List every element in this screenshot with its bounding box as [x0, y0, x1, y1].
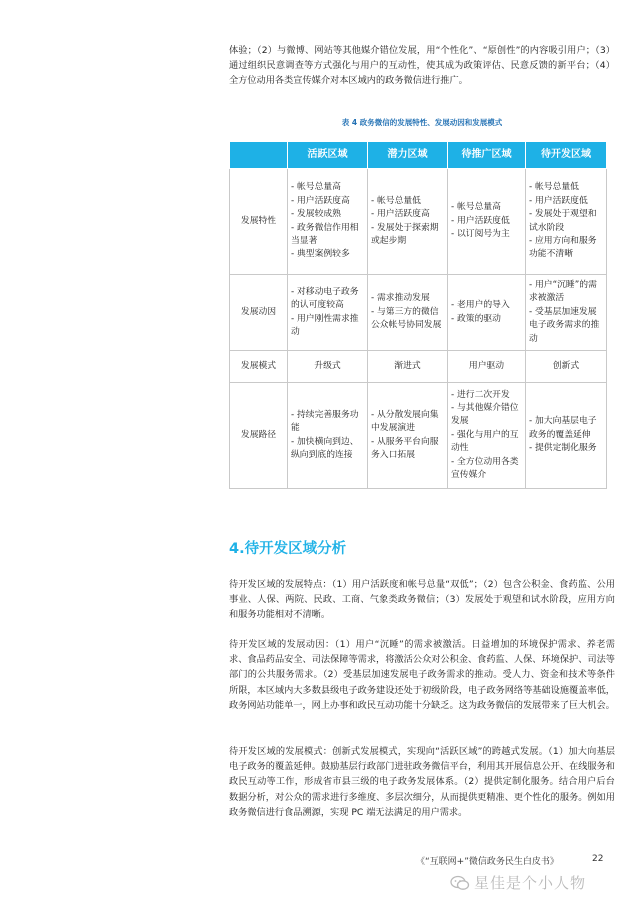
cell-item: - 以订阅号为主 [451, 229, 510, 240]
table-cell [526, 169, 607, 275]
watermark-text: 星佳是个小人物 [474, 874, 587, 892]
cell-item: - 受基层加速发展电子政务需求的推动 [529, 306, 600, 344]
table-cell [288, 383, 368, 489]
wechat-icon [450, 875, 470, 891]
development-table [229, 141, 607, 489]
cell-item: - 从服务平台向服务入口拓展 [371, 436, 439, 460]
body-paragraph: 待开发区域的发展特点：（1）用户活跃度和帐号总量“双低”；（2）包含公积金、食药监、公用事业、人保、两院、民政、工商、气象类政务微信；（3）发展处于观望和试水阶段，应用方向和服务功能相对不清晰。 [229, 579, 615, 621]
page-number: 22 [592, 854, 604, 864]
cell-item: - 帐号总量高 [451, 202, 501, 213]
table-row [230, 383, 607, 489]
table-cell: 用户驱动 [448, 351, 526, 383]
cell-item: - 发展处于探索期或起步期 [371, 222, 439, 246]
footer-title: 《“互联网+”微信政务民生白皮书》 [416, 857, 559, 867]
table-cell [448, 383, 526, 489]
table-cell [368, 275, 448, 351]
table-cell: 创新式 [526, 351, 607, 383]
table-cell [526, 275, 607, 351]
cell-item: - 政务微信作用相当显著 [291, 222, 359, 246]
cell-item: - 应用方向和服务功能不清晰 [529, 235, 597, 260]
cell-item: - 用户活跃度高 [291, 195, 350, 206]
cell-item: - 用户活跃度高 [371, 209, 430, 220]
table-row [230, 169, 607, 275]
table-row [230, 275, 607, 351]
table-cell [288, 275, 368, 351]
row-label: 发展特性 [230, 169, 288, 275]
watermark [450, 872, 586, 893]
header-potential: 潜力区域 [368, 142, 448, 169]
cell-item: - 用户活跃度低 [451, 215, 510, 226]
table-cell [448, 275, 526, 351]
cell-item: - 典型案例较多 [291, 249, 350, 260]
cell-item: - 加大向基层电子政务的覆盖延伸 [529, 416, 597, 440]
table-cell [526, 383, 607, 489]
cell-item: - 与第三方的微信公众帐号协同发展 [371, 306, 442, 331]
cell-item: - 用户活跃度低 [529, 195, 588, 206]
cell-item: - 帐号总量高 [291, 182, 341, 193]
row-label: 发展路径 [230, 383, 288, 489]
table-title: 表 4 政务微信的发展特性、发展动因和发展模式 [341, 118, 503, 127]
cell-item: - 从分散发展向集中发展演进 [371, 409, 439, 434]
cell-item: - 帐号总量低 [371, 195, 421, 206]
header-active: 活跃区域 [288, 142, 368, 169]
cell-item: - 对移动电子政务的认可度较高 [291, 286, 359, 311]
body-paragraph: 待开发区域的发展动因：（1）用户“沉睡”的需求被激活。日益增加的环境保护需求、养老需求、食品药品安全、司法保障等需求，将激活公众对公积金、食药监、人保、环境保护、司法等部门的公共服务需求。（2）受基层加速发展电子政务需求的推动。受人力、资金和技术等条件所限，本区域内大多数县级电子政务建设还处于初级阶段，电子政务网络等基础设施覆盖率低，政务网站功能单一，网上办事和政民互动功能十分缺乏。这为政务微信的发展带来了巨大机会。 [229, 639, 615, 711]
table-cell [288, 169, 368, 275]
row-label: 发展动因 [230, 275, 288, 351]
table-cell [448, 169, 526, 275]
cell-item: - 全方位动用各类宣传媒介 [451, 456, 519, 481]
intro-paragraph: 体验；（2）与微博、网站等其他媒介错位发展，用“个性化”、“原创性”的内容吸引用户；（3）通过组织民意调查等方式强化与用户的互动性，使其成为政策评估、民意反馈的新平台；（4）全方位动用各类宣传媒介对本区域内的政务微信进行推广。 [229, 45, 615, 87]
cell-item: - 用户刚性需求推动 [291, 313, 359, 337]
header-promote: 待推广区域 [448, 142, 526, 169]
cell-item: - 用户“沉睡”的需求被激活 [529, 279, 597, 304]
body-paragraph: 待开发区域的发展模式：创新式发展模式，实现向“活跃区域”的跨越式发展。（1）加大向基层电子政务的覆盖延伸。鼓励基层行政部门进驻政务微信平台，利用其开展信息公开、在线服务和政民互动等工作，形成省市县三级的电子政务发展体系。（2）提供定制化服务。结合用户后台数据分析，对公众的需求进行多维度、多层次细分，从而提供更精准、更个性化的服务。例如用政务微信进行食品溯源，实现 PC 端无法满足的用户需求。 [229, 746, 615, 818]
cell-item: - 政策的驱动 [451, 313, 501, 324]
cell-item: - 提供定制化服务 [529, 443, 597, 454]
cell-item: - 发展处于观望和试水阶段 [529, 209, 597, 233]
cell-item: - 需求推动发展 [371, 293, 430, 304]
cell-item: - 与其他媒介错位发展 [451, 402, 519, 427]
table-cell [368, 383, 448, 489]
table-cell [368, 169, 448, 275]
cell-item: - 进行二次开发 [451, 389, 510, 400]
table-row [230, 351, 607, 383]
cell-item: - 加快横向到边、纵向到底的连接 [291, 436, 359, 460]
table-cell: 渐进式 [368, 351, 448, 383]
cell-item: - 帐号总量低 [529, 182, 579, 193]
table-header-row [230, 142, 607, 169]
section-title: 4.待开发区域分析 [229, 541, 347, 557]
row-label: 发展模式 [230, 351, 288, 383]
cell-item: - 老用户的导入 [451, 300, 510, 311]
header-develop: 待开发区域 [526, 142, 607, 169]
header-corner [230, 142, 288, 169]
table-cell: 升级式 [288, 351, 368, 383]
cell-item: - 强化与用户的互动性 [451, 429, 519, 454]
cell-item: - 持续完善服务功能 [291, 409, 359, 434]
cell-item: - 发展较成熟 [291, 209, 341, 220]
